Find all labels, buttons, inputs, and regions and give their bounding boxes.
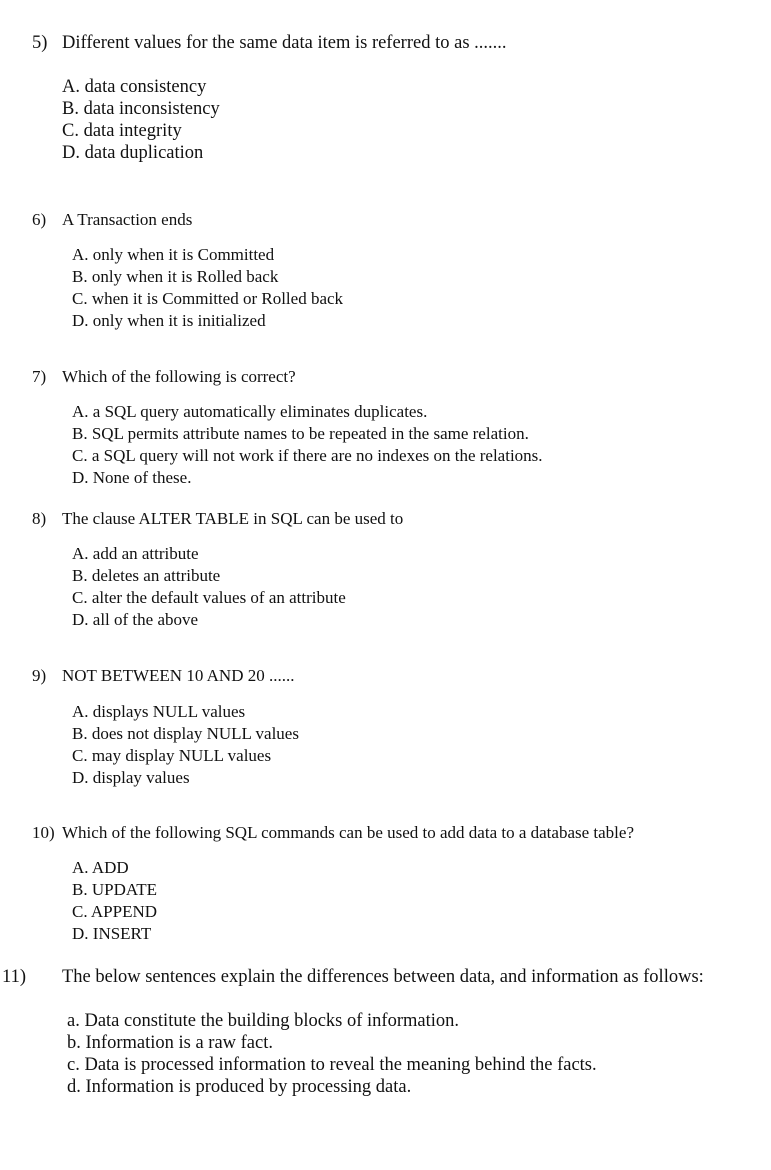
option-b: b. Information is a raw fact. bbox=[67, 1033, 273, 1053]
option-d: D. display values bbox=[72, 768, 190, 787]
option-b: B. does not display NULL values bbox=[72, 724, 299, 743]
question-stem bbox=[32, 366, 752, 388]
question-7 bbox=[32, 366, 752, 489]
option-d: D. all of the above bbox=[72, 610, 199, 629]
option-d: D. INSERT bbox=[72, 924, 152, 943]
question-text: A Transaction ends bbox=[62, 210, 193, 229]
option-d: D. data duplication bbox=[62, 143, 204, 163]
options-list bbox=[32, 244, 752, 332]
option-c: C. when it is Committed or Rolled back bbox=[72, 289, 344, 308]
question-10 bbox=[32, 822, 752, 945]
question-stem bbox=[32, 508, 752, 530]
option-d: D. only when it is initialized bbox=[72, 311, 266, 330]
option-c: C. APPEND bbox=[72, 902, 158, 921]
question-11 bbox=[2, 966, 752, 1098]
question-text: Different values for the same data item is referred to as ....... bbox=[62, 33, 507, 53]
options-list bbox=[32, 76, 752, 164]
option-c: C. may display NULL values bbox=[72, 746, 272, 765]
options-list bbox=[32, 401, 752, 489]
question-stem bbox=[2, 966, 712, 988]
option-b: B. UPDATE bbox=[72, 880, 158, 899]
question-text: Which of the following SQL commands can be used to add data to a database table? bbox=[62, 823, 634, 842]
option-c: C. alter the default values of an attribute bbox=[72, 588, 346, 607]
option-b: B. deletes an attribute bbox=[72, 566, 221, 585]
option-c: c. Data is processed information to reveal the meaning behind the facts. bbox=[67, 1055, 597, 1075]
question-text: Which of the following is correct? bbox=[62, 367, 296, 386]
question-number: 11) bbox=[2, 967, 26, 987]
option-c: C. a SQL query will not work if there are no indexes on the relations. bbox=[72, 446, 543, 465]
question-6 bbox=[32, 209, 752, 332]
question-stem bbox=[32, 32, 752, 54]
question-text: The below sentences explain the differences between data, and information as follows: bbox=[62, 967, 704, 987]
question-text: NOT BETWEEN 10 AND 20 ...... bbox=[62, 666, 295, 685]
question-8 bbox=[32, 508, 752, 631]
question-stem bbox=[32, 665, 752, 687]
options-list bbox=[32, 857, 752, 945]
option-d: D. None of these. bbox=[72, 468, 192, 487]
question-number: 6) bbox=[32, 210, 47, 229]
question-number: 8) bbox=[32, 509, 47, 528]
option-b: B. SQL permits attribute names to be repeated in the same relation. bbox=[72, 424, 529, 443]
option-a: A. data consistency bbox=[62, 77, 207, 97]
option-a: a. Data constitute the building blocks of information. bbox=[67, 1011, 460, 1031]
options-list bbox=[32, 701, 752, 789]
question-stem bbox=[32, 209, 752, 231]
question-5 bbox=[32, 32, 752, 164]
option-a: A. displays NULL values bbox=[72, 702, 246, 721]
question-text: The clause ALTER TABLE in SQL can be used to bbox=[62, 509, 404, 528]
options-list bbox=[32, 1010, 752, 1098]
question-number: 7) bbox=[32, 367, 47, 386]
option-a: A. ADD bbox=[72, 858, 129, 877]
options-list bbox=[32, 543, 752, 631]
option-b: B. only when it is Rolled back bbox=[72, 267, 279, 286]
question-9 bbox=[32, 665, 752, 789]
question-number: 10) bbox=[32, 823, 55, 842]
option-a: A. only when it is Committed bbox=[72, 245, 275, 264]
question-number: 5) bbox=[32, 33, 48, 53]
option-a: A. add an attribute bbox=[72, 544, 199, 563]
question-number: 9) bbox=[32, 666, 47, 685]
option-c: C. data integrity bbox=[62, 121, 182, 141]
option-a: A. a SQL query automatically eliminates duplicates. bbox=[72, 402, 428, 421]
option-d: d. Information is produced by processing data. bbox=[67, 1077, 412, 1097]
option-b: B. data inconsistency bbox=[62, 99, 220, 119]
question-stem bbox=[32, 822, 752, 844]
